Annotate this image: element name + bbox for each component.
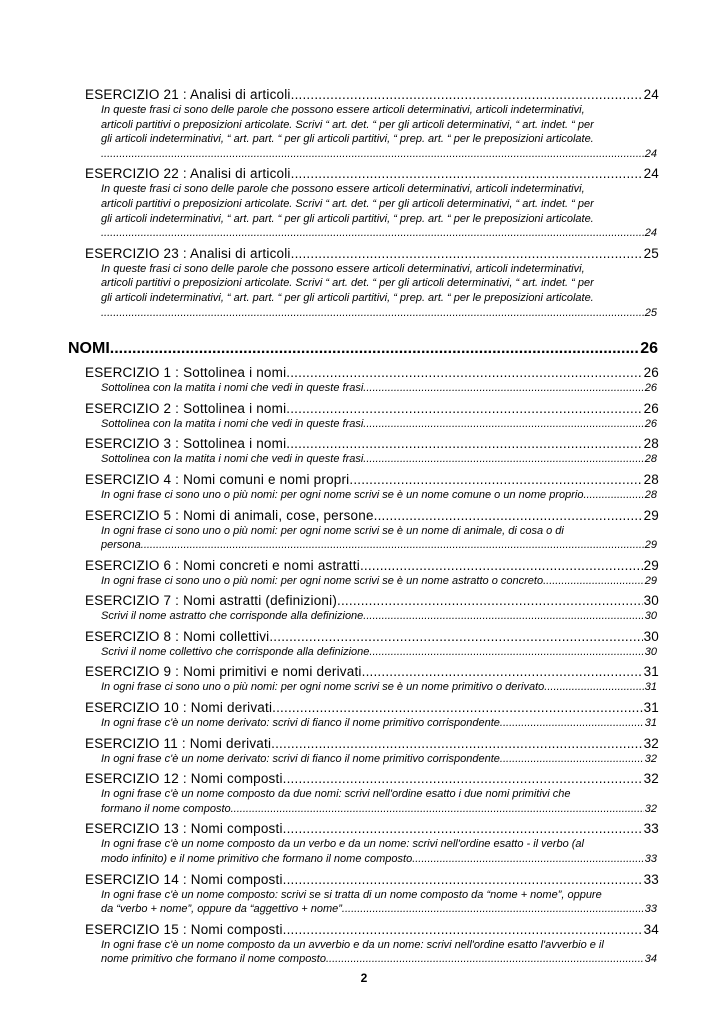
dot-leader bbox=[101, 226, 644, 241]
description-line: In ogni frase ci sono uno o più nomi: per ogni nome scrivi se è un nome di animale, di cosa o di bbox=[101, 524, 564, 537]
toc-entry[interactable] bbox=[85, 507, 659, 524]
toc-entry-page: 31 bbox=[643, 700, 659, 716]
description-last-line-page: 33 bbox=[644, 903, 657, 916]
toc-entry-page: 29 bbox=[643, 557, 659, 573]
description-line: In queste frasi ci sono delle parole che possono essere articoli determinativi, articoli indeterminativi, bbox=[101, 104, 585, 116]
description-line: In ogni frase c'è un nome composto da due nomi: scrivi nell'ordine esatto i due nomi primitivi che bbox=[101, 788, 571, 801]
toc-entry-text: ESERCIZIO 11 : Nomi derivati. bbox=[85, 735, 276, 751]
description-last-line-page: 25 bbox=[644, 306, 657, 319]
dot-leader bbox=[295, 86, 643, 103]
dot-leader bbox=[287, 770, 643, 787]
dot-leader bbox=[101, 147, 644, 162]
toc-entry-page: 32 bbox=[643, 771, 659, 787]
dot-leader bbox=[276, 699, 642, 716]
description-last-line-text: In ogni frase c'è un nome derivato: scrivi di fianco il nome primitivo corrispondente. bbox=[101, 752, 503, 765]
description-last-line[interactable] bbox=[101, 645, 657, 660]
dot-leader bbox=[546, 574, 644, 589]
description-line: articoli partitivi o preposizioni articolate. Scrivi “ art. det. “ per gli articoli determinativi, “ art. indet. “ per bbox=[101, 118, 594, 131]
description-last-line[interactable] bbox=[101, 488, 657, 503]
page-number: 2 bbox=[360, 971, 368, 985]
description-last-line-page: 31 bbox=[644, 681, 657, 694]
toc-entry-page: 26 bbox=[643, 400, 659, 416]
description-last-line[interactable] bbox=[101, 716, 657, 731]
toc-entry-text: ESERCIZIO 5 : Nomi di animali, cose, persone. bbox=[85, 507, 378, 523]
toc-entry-text: ESERCIZIO 23 : Analisi di articoli. bbox=[85, 245, 295, 261]
toc-entry-page: 24 bbox=[643, 166, 659, 182]
toc-entry[interactable] bbox=[85, 663, 659, 680]
dot-leader bbox=[587, 488, 644, 503]
dot-leader bbox=[353, 471, 642, 488]
description-last-line[interactable] bbox=[101, 680, 657, 695]
dot-leader bbox=[372, 645, 643, 660]
toc-entry[interactable] bbox=[85, 165, 659, 182]
dot-leader bbox=[290, 400, 642, 417]
toc-entry-text: ESERCIZIO 7 : Nomi astratti (definizioni) bbox=[85, 593, 338, 609]
toc-entry-text: ESERCIZIO 10 : Nomi derivati. bbox=[85, 700, 277, 716]
description-last-line-text: formano il nome composto. bbox=[101, 802, 234, 815]
toc-entry-text: ESERCIZIO 8 : Nomi collettivi. bbox=[85, 628, 274, 644]
description-line: In queste frasi ci sono delle parole che possono essere articoli determinativi, articoli indeterminativi, bbox=[101, 183, 585, 196]
toc-entry-description bbox=[101, 524, 657, 553]
toc-entry-text: ESERCIZIO 6 : Nomi concreti e nomi astratti bbox=[85, 557, 360, 573]
description-last-line-text: In ogni frase ci sono uno o più nomi: per ogni nome scrivi se è un nome comune o un nome proprio. bbox=[101, 488, 587, 501]
toc-entry-page: 24 bbox=[643, 87, 659, 102]
toc-entry[interactable] bbox=[85, 871, 659, 888]
toc-entry[interactable] bbox=[85, 245, 659, 262]
dot-leader bbox=[366, 609, 643, 624]
description-line: articoli partitivi o preposizioni articolate. Scrivi “ art. det. “ per gli articoli determinativi, “ art. indet. “ per bbox=[101, 197, 594, 210]
description-last-line-page: 24 bbox=[644, 147, 657, 160]
description-last-line-page: 33 bbox=[644, 853, 657, 866]
toc-entry-text: ESERCIZIO 3 : Sottolinea i nomi. bbox=[85, 436, 291, 452]
toc-entry-description bbox=[101, 645, 657, 660]
toc-entry[interactable] bbox=[85, 820, 659, 837]
description-last-line-page: 30 bbox=[644, 645, 657, 658]
toc-entry-description bbox=[101, 752, 657, 767]
toc-entry-description bbox=[101, 417, 657, 432]
section-heading-text: NOMI bbox=[68, 340, 110, 358]
description-last-line[interactable] bbox=[101, 609, 657, 624]
dot-leader bbox=[287, 820, 643, 837]
toc-entry-description bbox=[101, 182, 657, 240]
toc-entry-description bbox=[101, 609, 657, 624]
description-last-line-page: 29 bbox=[644, 539, 657, 552]
description-last-line[interactable] bbox=[101, 952, 657, 967]
description-last-line-text: Sottolinea con la matita i nomi che vedi in queste frasi. bbox=[101, 453, 367, 466]
description-last-line-text: persona. bbox=[101, 539, 144, 552]
toc-entry-description bbox=[101, 888, 657, 917]
dot-leader bbox=[547, 680, 643, 695]
description-last-line[interactable] bbox=[101, 802, 657, 817]
dot-leader bbox=[345, 902, 644, 917]
description-last-line[interactable] bbox=[101, 147, 657, 162]
dot-leader bbox=[234, 802, 644, 817]
dot-leader bbox=[360, 557, 643, 574]
toc-entry[interactable] bbox=[85, 364, 659, 381]
toc-entry-text: ESERCIZIO 14 : Nomi composti. bbox=[85, 871, 287, 887]
dot-leader bbox=[101, 306, 644, 321]
description-line: In ogni frase c'è un nome composto: scrivi se si tratta di un nome composto da “nome + nome”, oppure bbox=[101, 888, 602, 901]
description-last-line-page: 31 bbox=[644, 717, 657, 730]
dot-leader bbox=[295, 165, 643, 182]
toc-entry[interactable] bbox=[85, 699, 659, 716]
toc-entry-page: 34 bbox=[643, 921, 659, 937]
toc-entry-text: ESERCIZIO 13 : Nomi composti. bbox=[85, 821, 287, 837]
description-last-line[interactable] bbox=[101, 452, 657, 467]
dot-leader bbox=[287, 921, 643, 938]
dot-leader bbox=[287, 871, 643, 888]
description-last-line-text: Sottolinea con la matita i nomi che vedi in queste frasi. bbox=[101, 382, 367, 395]
toc-entry[interactable] bbox=[85, 557, 659, 574]
toc-entry-page: 30 bbox=[643, 593, 659, 609]
toc-entry-description bbox=[101, 574, 657, 589]
toc-entry-page: 33 bbox=[643, 821, 659, 837]
dot-leader bbox=[275, 735, 642, 752]
description-last-line[interactable] bbox=[101, 226, 657, 241]
toc-entry-description bbox=[101, 680, 657, 695]
description-line: articoli partitivi o preposizioni articolate. Scrivi “ art. det. “ per gli articoli determinativi, “ art. indet. “ per bbox=[101, 277, 594, 290]
toc-entry-text: ESERCIZIO 22 : Analisi di articoli. bbox=[85, 166, 295, 182]
dot-leader bbox=[366, 381, 643, 396]
dot-leader bbox=[337, 592, 643, 609]
dot-leader bbox=[503, 752, 644, 767]
description-last-line[interactable] bbox=[101, 538, 657, 553]
section-heading[interactable] bbox=[68, 338, 658, 360]
dot-leader bbox=[290, 435, 642, 452]
description-line: In ogni frase c'è un nome composto da un avverbio e da un nome: scrivi nell'ordine esatto l'avverbio e il bbox=[101, 938, 604, 951]
section-heading-page: 26 bbox=[640, 340, 658, 358]
toc-entry-text: ESERCIZIO 4 : Nomi comuni e nomi propri. bbox=[85, 471, 354, 487]
toc-entry[interactable] bbox=[85, 86, 659, 103]
toc-entry-description bbox=[101, 787, 657, 816]
dot-leader bbox=[366, 417, 643, 432]
toc-entry-description bbox=[101, 938, 657, 967]
toc-entry-page: 26 bbox=[643, 365, 659, 381]
description-last-line-page: 30 bbox=[644, 610, 657, 623]
toc-entry[interactable] bbox=[85, 400, 659, 417]
description-last-line-text: In ogni frase c'è un nome derivato: scrivi di fianco il nome primitivo corrispondente. bbox=[101, 717, 503, 730]
description-last-line-text: Scrivi il nome collettivo che corrisponde alla definizione. bbox=[101, 645, 373, 658]
description-last-line[interactable] bbox=[101, 902, 657, 917]
toc-entry-page: 30 bbox=[643, 628, 659, 644]
description-last-line-text: modo infinito) e il nome primitivo che formano il nome composto. bbox=[101, 853, 416, 866]
description-last-line-page: 24 bbox=[644, 227, 657, 240]
dot-leader bbox=[366, 452, 643, 467]
dot-leader bbox=[110, 338, 639, 360]
description-last-line[interactable] bbox=[101, 306, 657, 321]
description-last-line-text: da “verbo + nome”, oppure da “aggettivo + nome”. bbox=[101, 903, 345, 916]
dot-leader bbox=[329, 952, 644, 967]
description-last-line-page: 34 bbox=[644, 953, 657, 966]
description-last-line-page: 26 bbox=[644, 382, 657, 395]
description-last-line-text: Scrivi il nome astratto che corrisponde alla definizione. bbox=[101, 610, 367, 623]
description-last-line[interactable] bbox=[101, 417, 657, 432]
description-line: gli articoli indeterminativi, “ art. part. “ per gli articoli partitivi, “ prep. art. “ per le preposizioni articolate. bbox=[101, 291, 594, 304]
toc-entry-description bbox=[101, 381, 657, 396]
dot-leader bbox=[290, 364, 642, 381]
toc-entry-text: ESERCIZIO 15 : Nomi composti. bbox=[85, 921, 287, 937]
toc-entry[interactable] bbox=[85, 921, 659, 938]
dot-leader bbox=[273, 628, 642, 645]
dot-leader bbox=[295, 245, 643, 262]
description-line: gli articoli indeterminativi, “ art. part. “ per gli articoli partitivi, “ prep. art. “ per le preposizioni articolate. bbox=[101, 133, 594, 146]
toc-entry[interactable] bbox=[85, 435, 659, 452]
toc-entry-page: 29 bbox=[643, 507, 659, 523]
description-last-line[interactable] bbox=[101, 852, 657, 867]
description-last-line[interactable] bbox=[101, 381, 657, 396]
toc-entry[interactable] bbox=[85, 628, 659, 645]
toc-entry-description bbox=[101, 262, 657, 320]
description-line: In ogni frase c'è un nome composto da un verbo e da un nome: scrivi nell'ordine esatto - il verbo (al bbox=[101, 838, 584, 851]
description-line: gli articoli indeterminativi, “ art. part. “ per gli articoli partitivi, “ prep. art. “ per le preposizioni articolate. bbox=[101, 212, 594, 225]
toc-entry-description bbox=[101, 716, 657, 731]
description-last-line-page: 26 bbox=[644, 417, 657, 430]
description-last-line-text: In ogni frase ci sono uno o più nomi: per ogni nome scrivi se è un nome primitivo o derivato. bbox=[101, 681, 548, 694]
description-last-line-page: 28 bbox=[644, 488, 657, 501]
toc-entry-text: ESERCIZIO 2 : Sottolinea i nomi. bbox=[85, 400, 291, 416]
toc-entry-page: 33 bbox=[643, 871, 659, 887]
description-last-line-page: 28 bbox=[644, 453, 657, 466]
toc-entry-page: 28 bbox=[643, 436, 659, 452]
toc-entry-page: 31 bbox=[643, 664, 659, 680]
toc-entry-description bbox=[101, 488, 657, 503]
toc-entry-page: 32 bbox=[643, 735, 659, 751]
toc-entry-text: ESERCIZIO 21 : Analisi di articoli. bbox=[85, 87, 295, 102]
toc-entry-text: ESERCIZIO 12 : Nomi composti. bbox=[85, 771, 287, 787]
description-last-line-text: Sottolinea con la matita i nomi che vedi in queste frasi. bbox=[101, 417, 367, 430]
dot-leader bbox=[144, 538, 644, 553]
description-last-line[interactable] bbox=[101, 752, 657, 767]
description-last-line-page: 32 bbox=[644, 752, 657, 765]
dot-leader bbox=[415, 852, 644, 867]
description-last-line-text: nome primitivo che formano il nome composto. bbox=[101, 953, 330, 966]
dot-leader bbox=[378, 507, 643, 524]
toc-entry-description bbox=[101, 837, 657, 866]
description-last-line-page: 29 bbox=[644, 574, 657, 587]
toc-entry[interactable] bbox=[85, 471, 659, 488]
description-last-line-page: 32 bbox=[644, 802, 657, 815]
toc-entry-description bbox=[101, 452, 657, 467]
description-last-line-text: In ogni frase ci sono uno o più nomi: per ogni nome scrivi se è un nome astratto o concreto. bbox=[101, 574, 547, 587]
toc-entry[interactable] bbox=[85, 735, 659, 752]
toc-entry[interactable] bbox=[85, 770, 659, 787]
toc-entry-text: ESERCIZIO 1 : Sottolinea i nomi. bbox=[85, 365, 291, 381]
toc-entry[interactable] bbox=[85, 592, 659, 609]
description-line: In queste frasi ci sono delle parole che possono essere articoli determinativi, articoli indeterminativi, bbox=[101, 262, 585, 275]
table-of-contents bbox=[0, 82, 728, 967]
toc-entry-text: ESERCIZIO 9 : Nomi primitivi e nomi derivati. bbox=[85, 664, 366, 680]
dot-leader bbox=[503, 716, 644, 731]
toc-entry-page: 28 bbox=[643, 471, 659, 487]
toc-entry-page: 25 bbox=[643, 245, 659, 261]
description-last-line[interactable] bbox=[101, 574, 657, 589]
toc-entry-description bbox=[101, 103, 657, 161]
dot-leader bbox=[366, 663, 643, 680]
